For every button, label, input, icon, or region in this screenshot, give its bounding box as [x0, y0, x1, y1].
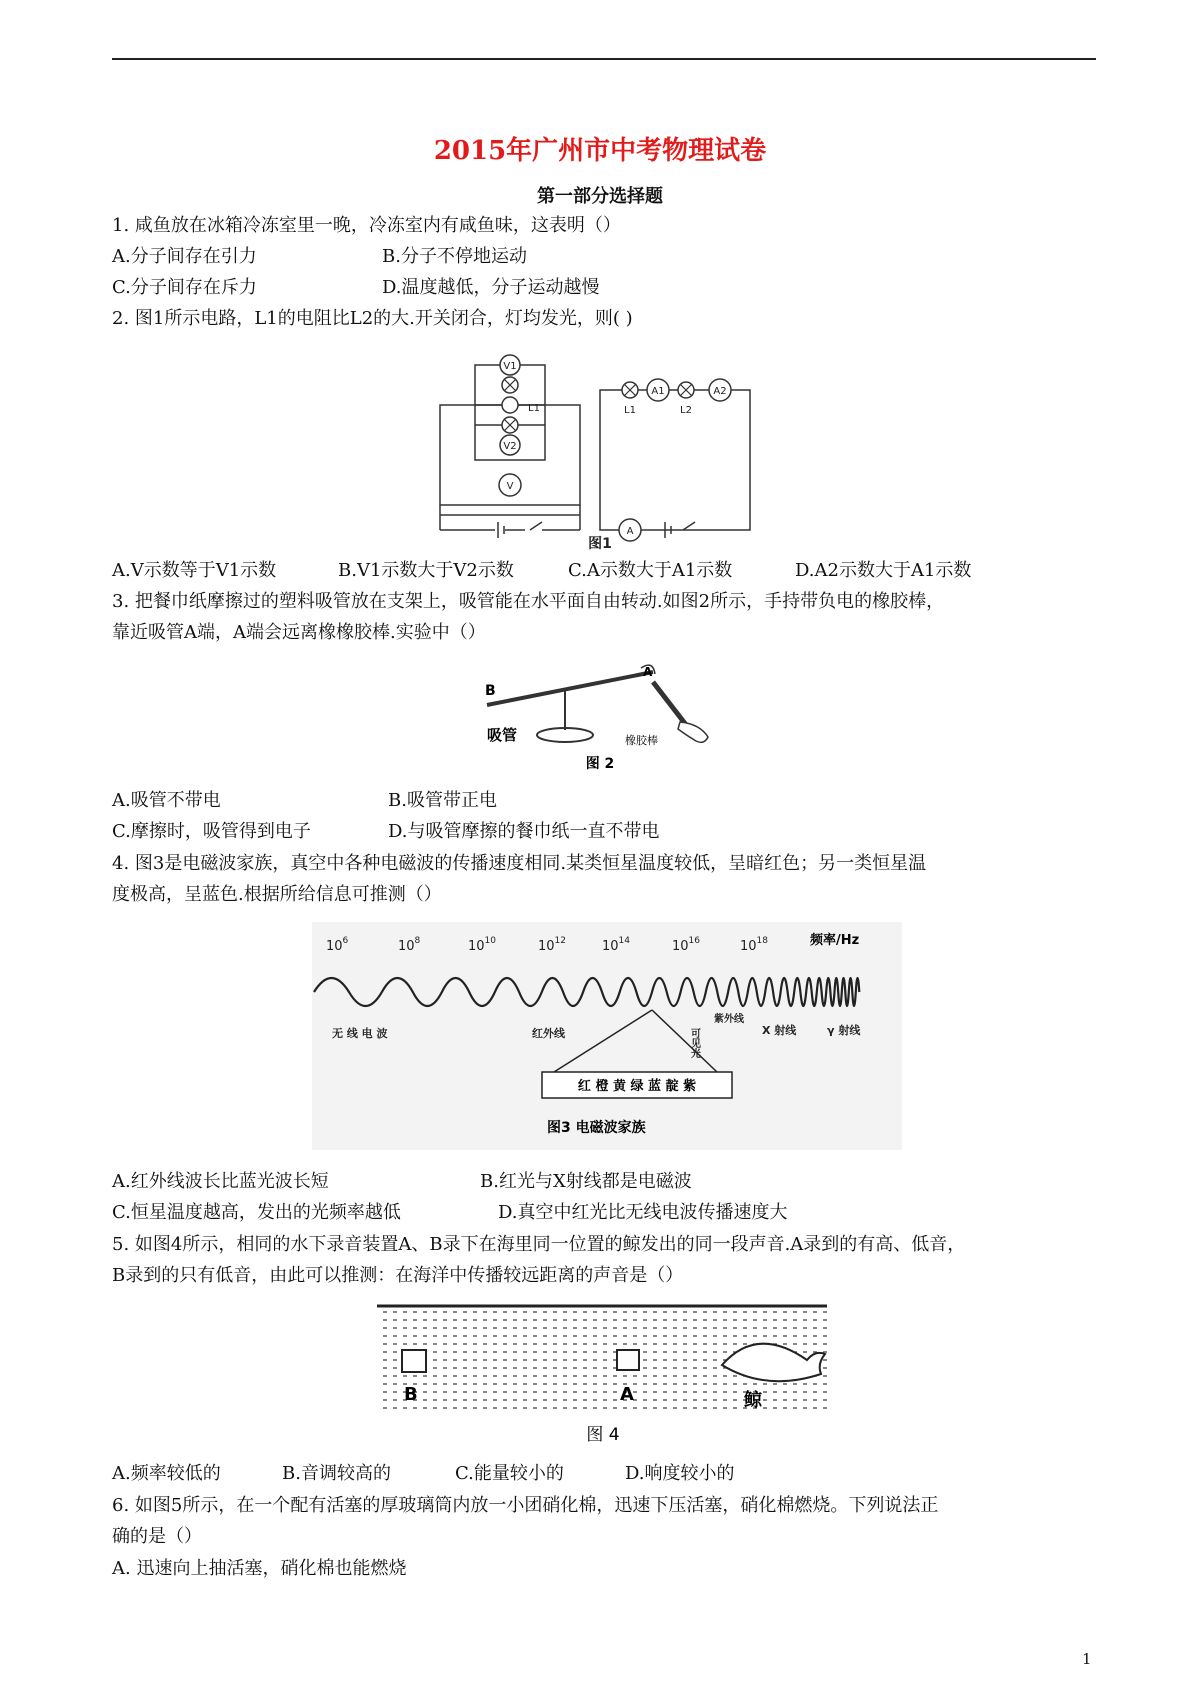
- q4-option-d: D.真空中红光比无线电波传播速度大: [498, 1202, 788, 1223]
- section-heading: 第一部分选择题: [537, 186, 663, 207]
- figure-3-em-spectrum: [312, 922, 902, 1150]
- q3-option-d: D.与吸管摩擦的餐巾纸一直不带电: [388, 821, 660, 842]
- band-visible: 可见光: [688, 1028, 700, 1058]
- figure-1-caption: 图1: [588, 536, 612, 552]
- label-a1: A1: [651, 386, 665, 397]
- label-v: V: [506, 481, 514, 492]
- q4-stem-line2: 度极高，呈蓝色.根据所给信息可推测（）: [112, 884, 442, 905]
- freq-tick-label: $10^{10}$: [468, 936, 496, 954]
- freq-tick-label: $10^{12}$: [538, 936, 566, 954]
- band-gamma: γ 射线: [827, 1024, 861, 1037]
- q3-stem-line1: 3. 把餐巾纸摩擦过的塑料吸管放在支架上，吸管能在水平面自由转动.如图2所示，手持带负电的橡胶棒，: [112, 591, 945, 612]
- label-straw: 吸管: [487, 726, 518, 744]
- label-b: B: [404, 1384, 418, 1405]
- q4-option-c: C.恒星温度越高，发出的光频率越低: [112, 1202, 401, 1223]
- q2-option-b: B.V1示数大于V2示数: [338, 560, 514, 581]
- q5-option-a: A.频率较低的: [112, 1463, 221, 1484]
- q2-option-d: D.A2示数大于A1示数: [795, 560, 972, 581]
- q5-option-b: B.音调较高的: [282, 1463, 391, 1484]
- band-xray: X 射线: [762, 1024, 797, 1037]
- q1-option-a: A.分子间存在引力: [112, 246, 257, 267]
- q4-option-a: A.红外线波长比蓝光波长短: [112, 1171, 329, 1192]
- label-l1-right: L1: [624, 405, 636, 416]
- freq-tick-label: $10^{18}$: [740, 936, 768, 954]
- figure-2-caption: 图 2: [585, 756, 615, 772]
- figure-3-caption: 图3 电磁波家族: [547, 1120, 646, 1136]
- q5-stem-line1: 5. 如图4所示，相同的水下录音装置A、B录下在海里同一位置的鲸发出的同一段声音.A录到的有高、低音，: [112, 1234, 966, 1255]
- label-a: A: [626, 526, 634, 537]
- exam-title: 2015年广州市中考物理试卷: [433, 136, 767, 166]
- q2-option-c: C.A示数大于A1示数: [568, 560, 733, 581]
- label-whale: 鲸: [744, 1390, 762, 1411]
- q3-option-a: A.吸管不带电: [112, 790, 221, 811]
- q1-stem: 1. 咸鱼放在冰箱冷冻室里一晚，冷冻室内有咸鱼味，这表明（）: [112, 215, 621, 236]
- q1-option-d: D.温度越低，分子运动越慢: [382, 277, 600, 298]
- label-l1: L1: [528, 403, 540, 414]
- q5-option-d: D.响度较小的: [625, 1463, 735, 1484]
- q5-option-c: C.能量较小的: [455, 1463, 564, 1484]
- q4-option-b: B.红光与X射线都是电磁波: [480, 1171, 692, 1192]
- q6-stem-line2: 确的是（）: [112, 1526, 202, 1547]
- freq-tick-label: $10^8$: [398, 936, 421, 954]
- figure-4-whale: [372, 1300, 834, 1448]
- label-a2: A2: [713, 386, 727, 397]
- label-v2: V2: [503, 441, 517, 452]
- label-l2: L2: [680, 405, 692, 416]
- band-uv: 紫外线: [714, 1014, 744, 1025]
- band-radio: 无 线 电 波: [332, 1027, 388, 1040]
- label-a: A: [620, 1384, 634, 1405]
- label-rubber-rod: 橡胶棒: [625, 734, 658, 747]
- band-infrared: 红外线: [532, 1027, 565, 1040]
- q4-stem-line1: 4. 图3是电磁波家族，真空中各种电磁波的传播速度相同.某类恒星温度较低，呈暗红色；另一类恒星温: [112, 853, 927, 874]
- q5-stem-line2: B录到的只有低音，由此可以推测：在海洋中传播较远距离的声音是（）: [112, 1265, 684, 1286]
- q2-stem: 2. 图1所示电路，L1的电阻比L2的大.开关闭合，灯均发光，则( ): [112, 308, 633, 329]
- q6-stem-line1: 6. 如图5所示，在一个配有活塞的厚玻璃筒内放一小团硝化棉，迅速下压活塞，硝化棉燃烧。下列说法正: [112, 1495, 939, 1516]
- header-rule: [112, 58, 1096, 60]
- visible-colors: 红 橙 黄 绿 蓝 靛 紫: [577, 1079, 697, 1094]
- freq-tick-label: $10^6$: [326, 936, 349, 954]
- q6-option-a: A. 迅速向上抽活塞，硝化棉也能燃烧: [112, 1558, 407, 1579]
- label-v1: V1: [503, 361, 517, 372]
- q2-option-a: A.V示数等于V1示数: [112, 560, 277, 581]
- figure-4-caption: 图 4: [586, 1425, 620, 1445]
- freq-tick-label: $10^{16}$: [672, 936, 700, 954]
- label-a: A: [643, 665, 653, 679]
- figure-1-circuit: [430, 345, 770, 555]
- q3-stem-line2: 靠近吸管A端，A端会远离橡橡胶棒.实验中（）: [112, 622, 486, 643]
- figure-2-straw: [475, 660, 725, 775]
- q3-option-c: C.摩擦时，吸管得到电子: [112, 821, 311, 842]
- q1-option-b: B.分子不停地运动: [382, 246, 527, 267]
- page-number: 1: [1082, 1650, 1092, 1668]
- q1-option-c: C.分子间存在斥力: [112, 277, 257, 298]
- freq-unit: 频率/Hz: [810, 933, 860, 948]
- label-b: B: [485, 683, 496, 699]
- freq-tick-label: $10^{14}$: [602, 936, 630, 954]
- q3-option-b: B.吸管带正电: [388, 790, 497, 811]
